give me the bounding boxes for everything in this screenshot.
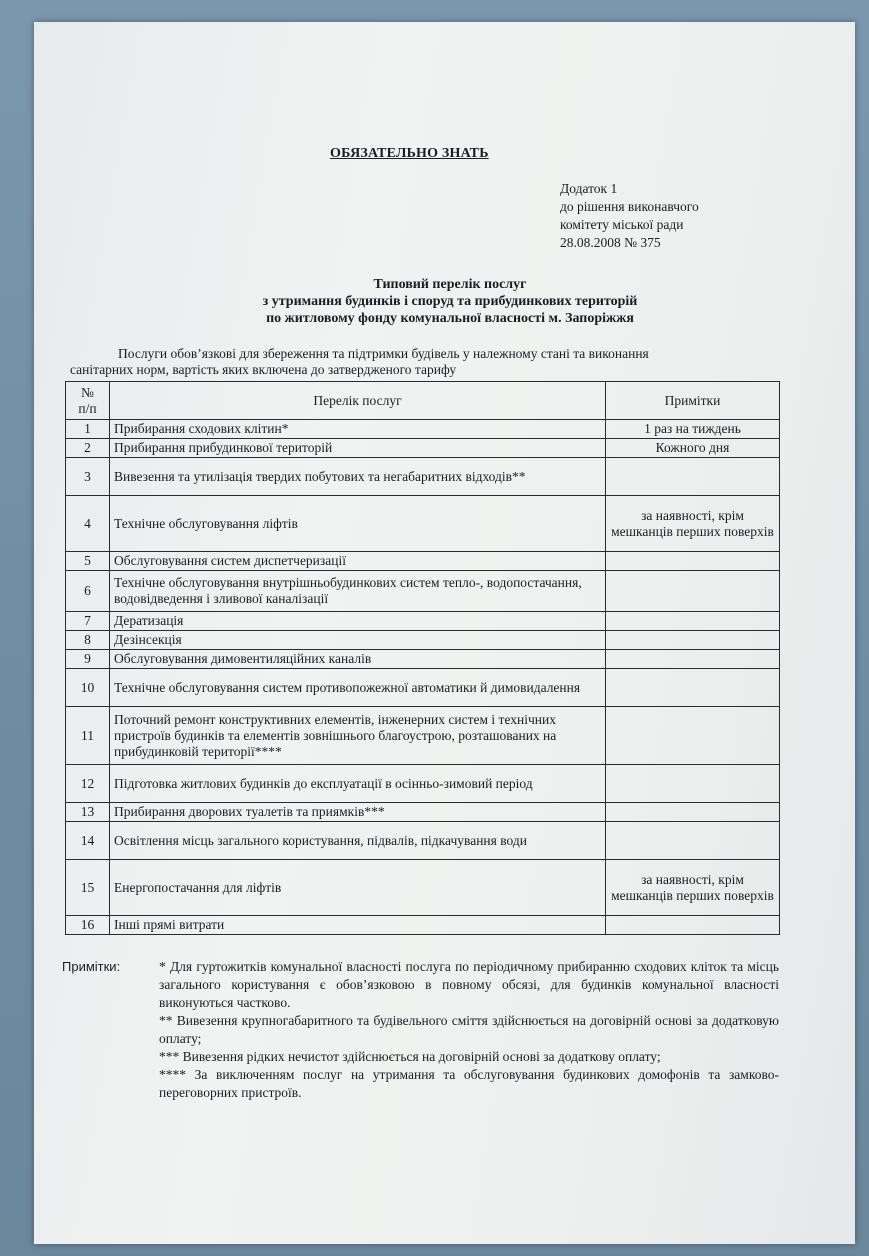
header-service: Перелік послуг (110, 382, 606, 420)
intro-line-1: Послуги обов’язкові для збереження та підтримки будівель у належному стані та виконання (118, 346, 649, 361)
services-table (65, 381, 780, 935)
row-note (606, 631, 780, 650)
header-title: ОБЯЗАТЕЛЬНО ЗНАТЬ (330, 146, 489, 161)
row-number: 2 (66, 439, 110, 458)
row-number: 9 (66, 650, 110, 669)
table-row (66, 765, 780, 803)
row-service: Технічне обслуговування систем противопожежної автоматики й димовидалення (110, 669, 606, 707)
row-number: 15 (66, 860, 110, 916)
row-number: 4 (66, 496, 110, 552)
row-note (606, 916, 780, 935)
row-service: Освітлення місць загального користування, підвалів, підкачування води (110, 822, 606, 860)
row-number: 1 (66, 420, 110, 439)
row-number: 5 (66, 552, 110, 571)
row-number: 13 (66, 803, 110, 822)
table-row (66, 552, 780, 571)
row-note (606, 552, 780, 571)
row-note (606, 650, 780, 669)
row-service: Вивезення та утилізація твердих побутових та негабаритних відходів** (110, 458, 606, 496)
table-row (66, 439, 780, 458)
row-service: Обслуговування димовентиляційних каналів (110, 650, 606, 669)
table-row (66, 822, 780, 860)
appendix-line-2: до рішення виконавчого (560, 199, 699, 214)
table-row (66, 650, 780, 669)
row-service: Підготовка житлових будинків до експлуатації в осінньо-зимовий період (110, 765, 606, 803)
intro-line-2: санітарних норм, вартість яких включена до затвердженого тарифу (70, 362, 457, 377)
table-row (66, 612, 780, 631)
note-item-2: ** Вивезення крупногабаритного та будівельного сміття здійснюється на договірній основі за додатковую оплату; (159, 1013, 779, 1046)
notes-label: Примітки: (62, 959, 121, 974)
row-number: 16 (66, 916, 110, 935)
row-number: 8 (66, 631, 110, 650)
row-service: Обслуговування систем диспетчеризації (110, 552, 606, 571)
row-note (606, 669, 780, 707)
table-row (66, 496, 780, 552)
row-number: 7 (66, 612, 110, 631)
row-number: 6 (66, 571, 110, 612)
row-number: 11 (66, 707, 110, 765)
header-number-abbr: п/п (78, 400, 97, 416)
row-number: 3 (66, 458, 110, 496)
header-number-symbol: № (81, 384, 94, 400)
notes-list (159, 958, 779, 1102)
table-row (66, 803, 780, 822)
row-service: Прибирання дворових туалетів та приямків*** (110, 803, 606, 822)
row-note (606, 571, 780, 612)
row-note (606, 822, 780, 860)
appendix-line-1: Додаток 1 (560, 181, 618, 196)
row-note: за наявності, крім мешканців перших поверхів (606, 860, 780, 916)
row-service: Дезінсекція (110, 631, 606, 650)
row-service: Технічне обслуговування внутрішньобудинкових систем тепло-, водопостачання, водовідведення і зливової каналізації (110, 571, 606, 612)
row-service: Прибирання прибудинкової територій (110, 439, 606, 458)
row-note (606, 707, 780, 765)
intro-paragraph (70, 346, 780, 378)
note-item-4: **** За виключенням послуг на утримання та обслуговування будинкових домофонів та замково-переговорних пристроїв. (159, 1067, 779, 1100)
row-note (606, 458, 780, 496)
appendix-date-number: 28.08.2008 № 375 (560, 235, 661, 250)
note-item-1: * Для гуртожитків комунальної власності послуга по періодичному прибиранню сходових кліток та місць загального користування є обов’язковою в повному обсязі, для будинків комунальної власності виконуються частково. (159, 959, 779, 1010)
table-row (66, 420, 780, 439)
row-note (606, 765, 780, 803)
table-row (66, 571, 780, 612)
row-service: Інші прямі витрати (110, 916, 606, 935)
row-note (606, 803, 780, 822)
header-note: Примітки (606, 382, 780, 420)
row-service: Поточний ремонт конструктивних елементів, інженерних систем і технічних пристроїв будинків та елементів зовнішнього благоустрою, розташованих на прибудинковій території**** (110, 707, 606, 765)
row-service: Технічне обслуговування ліфтів (110, 496, 606, 552)
appendix-line-3: комітету міської ради (560, 217, 684, 232)
table-header-row (66, 382, 780, 420)
row-note: 1 раз на тиждень (606, 420, 780, 439)
row-number: 14 (66, 822, 110, 860)
row-service: Енергопостачання для ліфтів (110, 860, 606, 916)
table-row (66, 860, 780, 916)
table-row (66, 458, 780, 496)
row-number: 12 (66, 765, 110, 803)
document-title-line-3: по житловому фонду комунальної власності м. Запоріжжя (266, 311, 634, 326)
row-number: 10 (66, 669, 110, 707)
row-note (606, 612, 780, 631)
table-row (66, 707, 780, 765)
row-service: Дератизація (110, 612, 606, 631)
note-item-3: *** Вивезення рідких нечистот здійснюється на договірній основі за додаткову оплату; (159, 1049, 661, 1064)
row-note: за наявності, крім мешканців перших поверхів (606, 496, 780, 552)
table-row (66, 669, 780, 707)
document-title (110, 276, 790, 327)
document-title-line-1: Типовий перелік послуг (373, 277, 527, 292)
row-service: Прибирання сходових клітин* (110, 420, 606, 439)
table-row (66, 916, 780, 935)
document-title-line-2: з утримання будинків і споруд та прибудинкових територій (262, 294, 638, 309)
header-number (66, 382, 110, 420)
row-note: Кожного дня (606, 439, 780, 458)
appendix-block (560, 180, 699, 252)
table-row (66, 631, 780, 650)
